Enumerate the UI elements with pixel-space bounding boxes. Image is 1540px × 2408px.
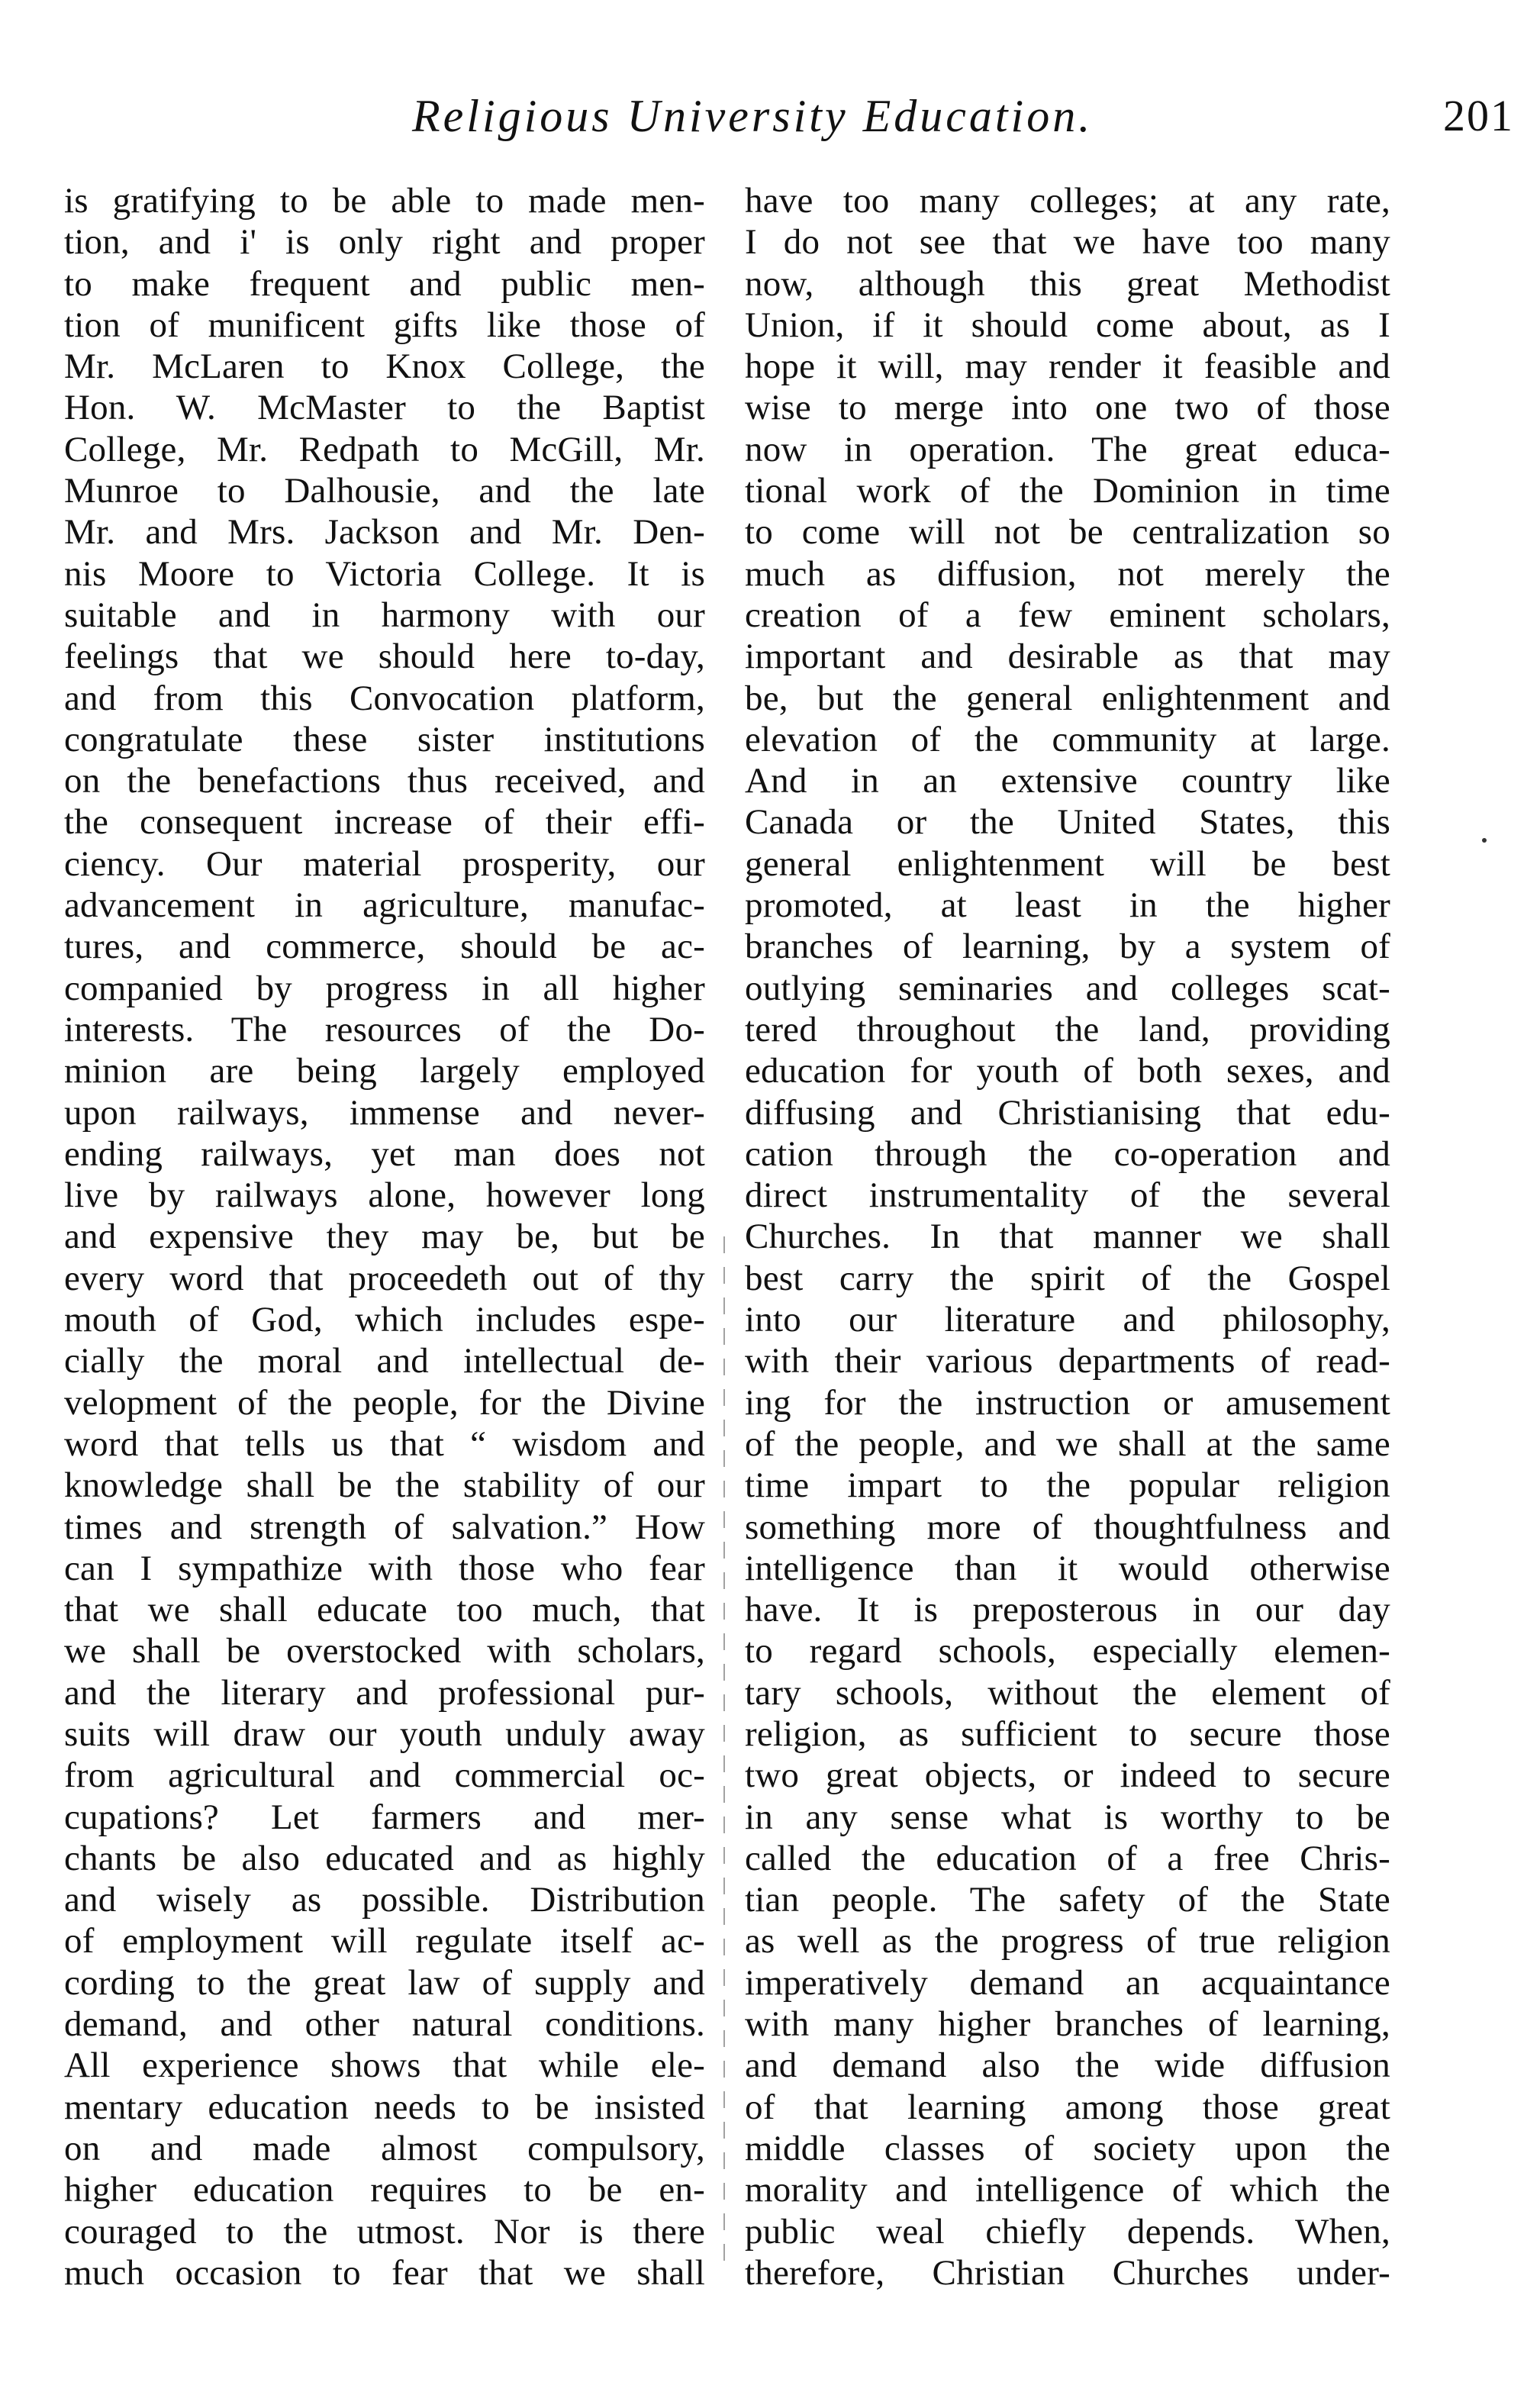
text-line: tary schools, without the element of [745, 1672, 1390, 1713]
text-line: be, but the general enlightenment and [745, 678, 1390, 718]
text-line: of employment will regulate itself ac- [64, 1921, 705, 1962]
text-line: something more of thoughtfulness and [745, 1507, 1390, 1547]
text-line: elevation of the community at large. [745, 719, 1390, 759]
text-line: Mr. McLaren to Knox College, the [64, 347, 705, 387]
text-line: suits will draw our youth unduly away [64, 1713, 705, 1754]
text-line: tion of munificent gifts like those of [64, 305, 705, 345]
text-line: have too many colleges; at any rate, [745, 181, 1390, 221]
text-line: ending railways, yet man does not [64, 1133, 705, 1174]
text-line: Mr. and Mrs. Jackson and Mr. Den- [64, 512, 705, 553]
text-line: couraged to the utmost. Nor is there [64, 2211, 705, 2252]
text-line: minion are being largely employed [64, 1051, 705, 1091]
text-line: outlying seminaries and colleges scat- [745, 968, 1390, 1008]
text-line: the consequent increase of their effi- [64, 802, 705, 843]
text-line: And in an extensive country like [745, 761, 1390, 801]
text-line: demand, and other natural conditions. [64, 2004, 705, 2045]
text-line: cially the moral and intellectual de- [64, 1341, 705, 1381]
text-line: advancement in agriculture, manufac- [64, 885, 705, 926]
text-line: middle classes of society upon the [745, 2128, 1390, 2168]
text-line: into our literature and philosophy, [745, 1300, 1390, 1340]
text-line: therefore, Christian Churches under- [745, 2252, 1390, 2293]
text-line: velopment of the people, for the Divine [64, 1382, 705, 1423]
page-number: 201 [1443, 91, 1514, 140]
text-line: Union, if it should come about, as I [745, 305, 1390, 345]
text-line: All experience shows that while ele- [64, 2045, 705, 2086]
text-line: tures, and commerce, should be ac- [64, 927, 705, 967]
text-line: Munroe to Dalhousie, and the late [64, 471, 705, 511]
text-line: tion, and i' is only right and proper [64, 222, 705, 263]
text-line: every word that proceedeth out of thy [64, 1258, 705, 1298]
text-line: is gratifying to be able to made men- [64, 181, 705, 221]
left-text-column [64, 180, 705, 2294]
text-line: now, although this great Methodist [745, 263, 1390, 304]
text-line: creation of a few eminent scholars, [745, 595, 1390, 635]
text-line: morality and intelligence of which the [745, 2170, 1390, 2210]
text-line: hope it will, may render it feasible and [745, 347, 1390, 387]
text-line: diffusing and Christianising that edu- [745, 1092, 1390, 1133]
column-divider [723, 1236, 725, 2267]
running-header [0, 90, 1540, 151]
print-speck [1482, 838, 1487, 843]
text-line: time impart to the popular religion [745, 1465, 1390, 1506]
text-line: suitable and in harmony with our [64, 595, 705, 635]
text-line: with their various departments of read- [745, 1341, 1390, 1381]
text-line: ciency. Our material prosperity, our [64, 843, 705, 884]
text-line: Canada or the United States, this [745, 802, 1390, 843]
text-line: cupations? Let farmers and mer- [64, 1797, 705, 1837]
text-line: public weal chiefly depends. When, [745, 2211, 1390, 2252]
text-line: of that learning among those great [745, 2087, 1390, 2127]
text-line: to make frequent and public men- [64, 263, 705, 304]
text-line: general enlightenment will be best [745, 843, 1390, 884]
text-line: now in operation. The great educa- [745, 429, 1390, 469]
text-line: to regard schools, especially elemen- [745, 1631, 1390, 1671]
text-line: of the people, and we shall at the same [745, 1423, 1390, 1464]
text-line: upon railways, immense and never- [64, 1092, 705, 1133]
text-line: feelings that we should here to-day, [64, 637, 705, 677]
text-line: we shall be overstocked with scholars, [64, 1631, 705, 1671]
running-title: Religious University Education. [412, 91, 1094, 141]
text-line: and from this Convocation platform, [64, 678, 705, 718]
text-line: wise to merge into one two of those [745, 388, 1390, 428]
text-line: in any sense what is worthy to be [745, 1797, 1390, 1837]
text-line: much as diffusion, not merely the [745, 553, 1390, 594]
text-line: on the benefactions thus received, and [64, 761, 705, 801]
text-line: education for youth of both sexes, and [745, 1051, 1390, 1091]
text-line: and expensive they may be, but be [64, 1217, 705, 1257]
text-line: Churches. In that manner we shall [745, 1217, 1390, 1257]
text-line: Hon. W. McMaster to the Baptist [64, 388, 705, 428]
text-line: companied by progress in all higher [64, 968, 705, 1008]
text-line: two great objects, or indeed to secure [745, 1755, 1390, 1796]
text-line: interests. The resources of the Do- [64, 1009, 705, 1049]
text-line: much occasion to fear that we shall [64, 2252, 705, 2293]
text-line: with many higher branches of learning, [745, 2004, 1390, 2045]
text-line: branches of learning, by a system of [745, 927, 1390, 967]
text-line: can I sympathize with those who fear [64, 1548, 705, 1588]
text-line: have. It is preposterous in our day [745, 1590, 1390, 1630]
text-line: cation through the co-operation and [745, 1133, 1390, 1174]
text-line: that we shall educate too much, that [64, 1590, 705, 1630]
text-line: from agricultural and commercial oc- [64, 1755, 705, 1796]
text-line: College, Mr. Redpath to McGill, Mr. [64, 429, 705, 469]
text-line: nis Moore to Victoria College. It is [64, 553, 705, 594]
text-line: on and made almost compulsory, [64, 2128, 705, 2168]
right-text-column [745, 180, 1390, 2294]
text-line: direct instrumentality of the several [745, 1175, 1390, 1216]
text-line: ing for the instruction or amusement [745, 1382, 1390, 1423]
text-line: tered throughout the land, providing [745, 1009, 1390, 1049]
text-line: mouth of God, which includes espe- [64, 1300, 705, 1340]
text-line: religion, as sufficient to secure those [745, 1713, 1390, 1754]
text-line: tian people. The safety of the State [745, 1880, 1390, 1920]
text-line: knowledge shall be the stability of our [64, 1465, 705, 1506]
text-line: congratulate these sister institutions [64, 719, 705, 759]
text-line: mentary education needs to be insisted [64, 2087, 705, 2127]
text-line: and the literary and professional pur- [64, 1672, 705, 1713]
text-line: higher education requires to be en- [64, 2170, 705, 2210]
text-line: tional work of the Dominion in time [745, 471, 1390, 511]
text-line: chants be also educated and as highly [64, 1838, 705, 1878]
text-line: times and strength of salvation.” How [64, 1507, 705, 1547]
text-line: and wisely as possible. Distribution [64, 1880, 705, 1920]
text-line: I do not see that we have too many [745, 222, 1390, 263]
text-line: as well as the progress of true religion [745, 1921, 1390, 1962]
text-line: promoted, at least in the higher [745, 885, 1390, 926]
text-line: cording to the great law of supply and [64, 1962, 705, 2003]
text-line: intelligence than it would otherwise [745, 1548, 1390, 1588]
text-line: to come will not be centralization so [745, 512, 1390, 553]
text-line: important and desirable as that may [745, 637, 1390, 677]
text-line: imperatively demand an acquaintance [745, 1962, 1390, 2003]
text-line: best carry the spirit of the Gospel [745, 1258, 1390, 1298]
text-line: live by railways alone, however long [64, 1175, 705, 1216]
text-line: and demand also the wide diffusion [745, 2045, 1390, 2086]
text-line: word that tells us that “ wisdom and [64, 1423, 705, 1464]
text-line: called the education of a free Chris- [745, 1838, 1390, 1878]
